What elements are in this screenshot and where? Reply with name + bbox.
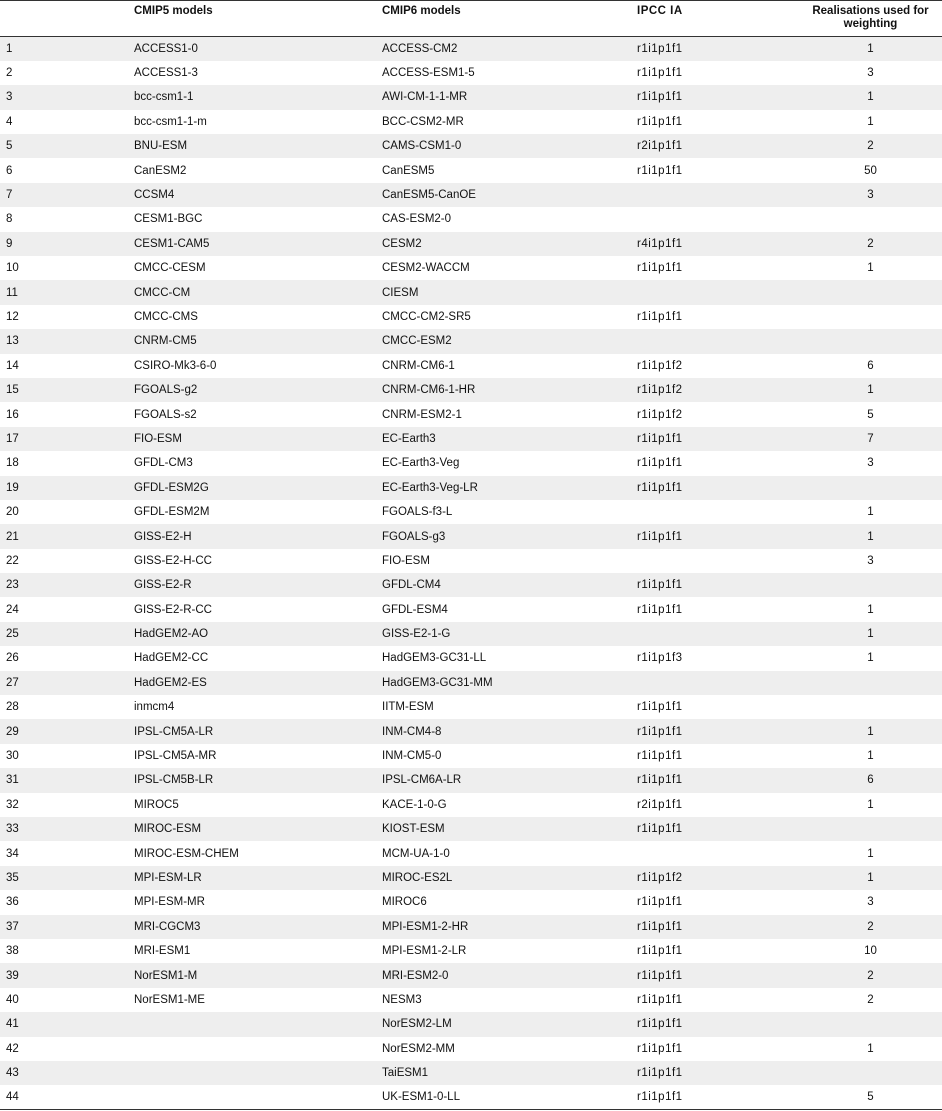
row-number: 18 bbox=[6, 457, 19, 470]
realisations-cell: 5 bbox=[799, 1085, 942, 1109]
realisations-cell: 3 bbox=[867, 189, 874, 202]
cmip6-model-cell: CMCC-ESM2 bbox=[382, 335, 452, 348]
ipcc-variant-cell bbox=[637, 500, 799, 524]
ipcc-variant-cell: r1i1p1f1 bbox=[637, 945, 683, 958]
cmip6-model-cell: MPI-ESM1-2-HR bbox=[382, 920, 469, 933]
realisations-cell bbox=[799, 573, 942, 597]
header-cmip6: CMIP6 models bbox=[382, 1, 637, 37]
table-row bbox=[0, 939, 942, 963]
cmip6-model-cell: AWI-CM-1-1-MR bbox=[382, 91, 468, 104]
realisations-cell: 1 bbox=[867, 603, 874, 616]
cmip6-model-cell: KACE-1-0-G bbox=[382, 798, 447, 811]
header-ipcc: IPCC IA bbox=[637, 1, 799, 37]
row-number: 32 bbox=[6, 798, 19, 811]
realisations-cell: 1 bbox=[867, 530, 874, 543]
realisations-cell: 2 bbox=[867, 969, 874, 982]
ipcc-variant-cell: r1i1p1f1 bbox=[637, 164, 683, 177]
ipcc-variant-cell bbox=[637, 183, 799, 207]
cmip5-model-cell: MPI-ESM-MR bbox=[134, 896, 205, 909]
realisations-cell: 1 bbox=[867, 91, 874, 104]
realisations-cell: 1 bbox=[867, 847, 874, 860]
row-number: 25 bbox=[6, 628, 19, 641]
realisations-cell: 6 bbox=[867, 774, 874, 787]
ipcc-variant-cell: r1i1p1f1 bbox=[637, 115, 683, 128]
ipcc-variant-cell: r1i1p1f1 bbox=[637, 750, 683, 763]
realisations-cell: 1 bbox=[867, 628, 874, 641]
ipcc-variant-cell: r1i1p1f1 bbox=[637, 1085, 799, 1109]
cmip5-model-cell: MRI-CGCM3 bbox=[134, 920, 201, 933]
row-number: 26 bbox=[6, 652, 19, 665]
cmip5-model-cell: IPSL-CM5A-LR bbox=[134, 725, 214, 738]
cmip5-model-cell: FGOALS-g2 bbox=[134, 384, 198, 397]
row-number: 37 bbox=[6, 920, 19, 933]
cmip5-model-cell: MIROC5 bbox=[134, 798, 179, 811]
header-row bbox=[0, 1, 942, 37]
row-number: 16 bbox=[6, 408, 19, 421]
cmip6-model-cell: UK-ESM1-0-LL bbox=[382, 1085, 637, 1109]
ipcc-variant-cell: r1i1p1f1 bbox=[637, 896, 683, 909]
table-row bbox=[0, 1012, 942, 1036]
ipcc-variant-cell bbox=[637, 207, 799, 231]
realisations-cell: 7 bbox=[867, 432, 874, 445]
ipcc-variant-cell: r1i1p1f1 bbox=[637, 67, 683, 80]
row-number: 34 bbox=[6, 847, 19, 860]
realisations-cell: 5 bbox=[867, 408, 874, 421]
table-row bbox=[0, 719, 942, 743]
cmip5-model-cell: bcc-csm1-1 bbox=[134, 91, 194, 104]
ipcc-variant-cell: r1i1p1f3 bbox=[637, 652, 683, 665]
cmip6-model-cell: FGOALS-g3 bbox=[382, 530, 446, 543]
cmip6-model-cell: MIROC6 bbox=[382, 896, 427, 909]
cmip6-model-cell: CanESM5 bbox=[382, 164, 435, 177]
cmip5-model-cell: MRI-ESM1 bbox=[134, 945, 191, 958]
ipcc-variant-cell: r1i1p1f1 bbox=[637, 481, 683, 494]
row-number: 22 bbox=[6, 554, 19, 567]
row-number: 41 bbox=[6, 1018, 19, 1031]
cmip6-model-cell: GFDL-CM4 bbox=[382, 579, 441, 592]
table-row bbox=[0, 866, 942, 890]
cmip6-model-cell: NESM3 bbox=[382, 993, 422, 1006]
ipcc-variant-cell: r1i1p1f1 bbox=[637, 262, 683, 275]
cmip6-model-cell: CNRM-ESM2-1 bbox=[382, 408, 462, 421]
table-row bbox=[0, 597, 942, 621]
cmip6-model-cell: CAS-ESM2-0 bbox=[382, 213, 452, 226]
realisations-cell: 1 bbox=[867, 871, 874, 884]
row-number: 31 bbox=[6, 774, 19, 787]
row-number: 20 bbox=[6, 506, 19, 519]
cmip6-model-cell: GFDL-ESM4 bbox=[382, 603, 448, 616]
cmip6-model-cell: BCC-CSM2-MR bbox=[382, 115, 464, 128]
table-body bbox=[0, 37, 942, 1110]
table-row bbox=[0, 573, 942, 597]
table-row bbox=[0, 671, 942, 695]
realisations-cell: 1 bbox=[867, 798, 874, 811]
ipcc-variant-cell: r4i1p1f1 bbox=[637, 237, 683, 250]
cmip6-model-cell: MPI-ESM1-2-LR bbox=[382, 945, 467, 958]
realisations-cell: 1 bbox=[867, 750, 874, 763]
cmip6-model-cell: ACCESS-ESM1-5 bbox=[382, 67, 475, 80]
header-index bbox=[0, 1, 134, 37]
ipcc-variant-cell: r1i1p1f2 bbox=[637, 871, 683, 884]
cmip5-model-cell: HadGEM2-CC bbox=[134, 652, 209, 665]
cmip5-model-cell: HadGEM2-AO bbox=[134, 628, 209, 641]
row-number: 14 bbox=[6, 359, 19, 372]
row-number: 10 bbox=[6, 262, 19, 275]
realisations-cell bbox=[799, 671, 942, 695]
table-row bbox=[0, 817, 942, 841]
cmip5-model-cell: CCSM4 bbox=[134, 189, 175, 202]
cmip6-model-cell: HadGEM3-GC31-LL bbox=[382, 652, 487, 665]
table-row bbox=[0, 378, 942, 402]
row-number: 40 bbox=[6, 993, 19, 1006]
ipcc-variant-cell: r1i1p1f1 bbox=[637, 1067, 683, 1080]
ipcc-variant-cell: r1i1p1f1 bbox=[637, 969, 683, 982]
table-row bbox=[0, 622, 942, 646]
realisations-cell bbox=[799, 1012, 942, 1036]
row-number: 3 bbox=[6, 91, 13, 104]
ipcc-variant-cell: r1i1p1f1 bbox=[637, 603, 683, 616]
table-row bbox=[0, 85, 942, 109]
row-number: 30 bbox=[6, 750, 19, 763]
realisations-cell bbox=[799, 817, 942, 841]
row-number: 2 bbox=[6, 67, 13, 80]
row-number: 23 bbox=[6, 579, 19, 592]
row-number: 21 bbox=[6, 530, 19, 543]
ipcc-variant-cell: r1i1p1f1 bbox=[637, 457, 683, 470]
ipcc-variant-cell: r1i1p1f1 bbox=[637, 993, 683, 1006]
cmip6-model-cell: IPSL-CM6A-LR bbox=[382, 774, 462, 787]
ipcc-variant-cell: r1i1p1f2 bbox=[637, 408, 683, 421]
row-number: 8 bbox=[6, 213, 13, 226]
cmip6-model-cell: INM-CM4-8 bbox=[382, 725, 442, 738]
table-row bbox=[0, 1037, 942, 1061]
row-number: 15 bbox=[6, 384, 19, 397]
table-row bbox=[0, 256, 942, 280]
ipcc-variant-cell: r1i1p1f1 bbox=[637, 91, 683, 104]
ipcc-variant-cell: r1i1p1f1 bbox=[637, 432, 683, 445]
cmip5-model-cell: CMCC-CMS bbox=[134, 310, 198, 323]
table-row bbox=[0, 500, 942, 524]
cmip5-model-cell: GISS-E2-H bbox=[134, 530, 192, 543]
cmip6-model-cell: FIO-ESM bbox=[382, 554, 430, 567]
table-row bbox=[0, 963, 942, 987]
realisations-cell: 3 bbox=[867, 67, 874, 80]
cmip6-model-cell: NorESM2-LM bbox=[382, 1018, 452, 1031]
ipcc-variant-cell: r2i1p1f1 bbox=[637, 140, 683, 153]
ipcc-variant-cell: r1i1p1f1 bbox=[637, 725, 683, 738]
table-row bbox=[0, 354, 942, 378]
row-number: 19 bbox=[6, 481, 19, 494]
ipcc-variant-cell bbox=[637, 671, 799, 695]
row-number: 7 bbox=[6, 189, 13, 202]
row-number: 9 bbox=[6, 237, 13, 250]
cmip5-model-cell: FGOALS-s2 bbox=[134, 408, 197, 421]
cmip6-model-cell: KIOST-ESM bbox=[382, 823, 445, 836]
cmip6-model-cell: MCM-UA-1-0 bbox=[382, 847, 450, 860]
ipcc-variant-cell bbox=[637, 329, 799, 353]
row-number: 38 bbox=[6, 945, 19, 958]
table-row bbox=[0, 61, 942, 85]
table-header bbox=[0, 1, 942, 37]
cmip5-model-cell: ACCESS1-0 bbox=[134, 42, 198, 55]
cmip6-model-cell: CNRM-CM6-1 bbox=[382, 359, 455, 372]
cmip6-model-cell: NorESM2-MM bbox=[382, 1042, 455, 1055]
cmip6-model-cell: EC-Earth3-Veg bbox=[382, 457, 460, 470]
row-number: 39 bbox=[6, 969, 19, 982]
cmip6-model-cell: CanESM5-CanOE bbox=[382, 189, 476, 202]
table-row bbox=[0, 329, 942, 353]
ipcc-variant-cell: r1i1p1f1 bbox=[637, 920, 683, 933]
row-number: 1 bbox=[6, 42, 13, 55]
table-row bbox=[0, 768, 942, 792]
row-number: 43 bbox=[6, 1067, 19, 1080]
cmip5-model-cell bbox=[134, 1037, 382, 1061]
cmip6-model-cell: CMCC-CM2-SR5 bbox=[382, 310, 471, 323]
cmip6-model-cell: HadGEM3-GC31-MM bbox=[382, 676, 493, 689]
ipcc-variant-cell: r1i1p1f2 bbox=[637, 359, 683, 372]
cmip6-model-cell: CNRM-CM6-1-HR bbox=[382, 384, 476, 397]
table-row bbox=[0, 305, 942, 329]
cmip5-model-cell: GISS-E2-R-CC bbox=[134, 603, 212, 616]
realisations-cell: 6 bbox=[867, 359, 874, 372]
table-row bbox=[0, 549, 942, 573]
ipcc-variant-cell: r1i1p1f1 bbox=[637, 1018, 683, 1031]
ipcc-variant-cell bbox=[637, 622, 799, 646]
realisations-cell: 1 bbox=[867, 115, 874, 128]
cmip5-model-cell: NorESM1-ME bbox=[134, 993, 205, 1006]
row-number: 5 bbox=[6, 140, 13, 153]
cmip5-model-cell: BNU-ESM bbox=[134, 140, 188, 153]
row-number: 27 bbox=[6, 676, 19, 689]
cmip6-model-cell: CESM2 bbox=[382, 237, 422, 250]
cmip6-model-cell: CAMS-CSM1-0 bbox=[382, 140, 462, 153]
ipcc-variant-cell bbox=[637, 280, 799, 304]
cmip5-model-cell: CSIRO-Mk3-6-0 bbox=[134, 359, 217, 372]
cmip5-model-cell: IPSL-CM5A-MR bbox=[134, 750, 217, 763]
cmip5-model-cell: bcc-csm1-1-m bbox=[134, 115, 207, 128]
table-row bbox=[0, 280, 942, 304]
cmip5-model-cell: GFDL-ESM2M bbox=[134, 506, 210, 519]
row-number: 13 bbox=[6, 335, 19, 348]
realisations-cell: 1 bbox=[867, 1042, 874, 1055]
realisations-cell: 2 bbox=[867, 920, 874, 933]
realisations-cell: 3 bbox=[867, 457, 874, 470]
realisations-cell bbox=[799, 329, 942, 353]
cmip5-model-cell: ACCESS1-3 bbox=[134, 67, 198, 80]
cmip5-model-cell: GFDL-ESM2G bbox=[134, 481, 209, 494]
ipcc-variant-cell: r1i1p1f1 bbox=[637, 530, 683, 543]
cmip6-model-cell: ACCESS-CM2 bbox=[382, 42, 458, 55]
cmip6-model-cell: GISS-E2-1-G bbox=[382, 628, 451, 641]
realisations-cell: 2 bbox=[867, 237, 874, 250]
row-number: 11 bbox=[6, 286, 18, 299]
table-row bbox=[0, 793, 942, 817]
cmip5-model-cell: CMCC-CESM bbox=[134, 262, 206, 275]
header-cmip5: CMIP5 models bbox=[134, 1, 382, 37]
realisations-cell: 1 bbox=[867, 262, 874, 275]
cmip5-model-cell: CESM1-BGC bbox=[134, 213, 203, 226]
cmip5-model-cell: GISS-E2-H-CC bbox=[134, 554, 212, 567]
table-row bbox=[0, 402, 942, 426]
table-row bbox=[0, 232, 942, 256]
ipcc-variant-cell: r1i1p1f1 bbox=[637, 774, 683, 787]
row-number: 35 bbox=[6, 871, 19, 884]
cmip5-model-cell: CMCC-CM bbox=[134, 286, 191, 299]
table-row bbox=[0, 1085, 942, 1109]
realisations-cell: 1 bbox=[867, 725, 874, 738]
row-number: 6 bbox=[6, 164, 13, 177]
cmip5-model-cell: CESM1-CAM5 bbox=[134, 237, 210, 250]
cmip6-model-cell: CESM2-WACCM bbox=[382, 262, 470, 275]
cmip5-model-cell: GFDL-CM3 bbox=[134, 457, 193, 470]
table-row bbox=[0, 427, 942, 451]
realisations-cell: 3 bbox=[867, 554, 874, 567]
cmip6-model-cell: TaiESM1 bbox=[382, 1067, 429, 1080]
table-row bbox=[0, 451, 942, 475]
realisations-cell: 2 bbox=[867, 140, 874, 153]
ipcc-variant-cell bbox=[637, 841, 799, 865]
realisations-cell: 1 bbox=[867, 506, 874, 519]
cmip5-model-cell: FIO-ESM bbox=[134, 432, 182, 445]
cmip5-model-cell bbox=[134, 1085, 382, 1109]
cmip5-model-cell: CNRM-CM5 bbox=[134, 335, 197, 348]
table-row bbox=[0, 915, 942, 939]
realisations-cell: 10 bbox=[864, 945, 877, 958]
row-number: 42 bbox=[6, 1042, 19, 1055]
realisations-cell: 3 bbox=[867, 896, 874, 909]
cmip6-model-cell: MIROC-ES2L bbox=[382, 871, 453, 884]
table-row bbox=[0, 695, 942, 719]
cmip5-model-cell: MIROC-ESM bbox=[134, 823, 202, 836]
realisations-cell: 1 bbox=[867, 652, 874, 665]
row-number: 28 bbox=[6, 701, 19, 714]
cmip5-model-cell: MPI-ESM-LR bbox=[134, 871, 202, 884]
realisations-cell bbox=[799, 476, 942, 500]
cmip5-model-cell: IPSL-CM5B-LR bbox=[134, 774, 214, 787]
ipcc-variant-cell: r1i1p1f1 bbox=[637, 310, 683, 323]
cmip5-model-cell: inmcm4 bbox=[134, 701, 175, 714]
table-row bbox=[0, 207, 942, 231]
cmip6-model-cell: IITM-ESM bbox=[382, 701, 434, 714]
cmip6-model-cell: CIESM bbox=[382, 286, 419, 299]
realisations-cell bbox=[799, 695, 942, 719]
cmip5-model-cell: CanESM2 bbox=[134, 164, 187, 177]
table-row bbox=[0, 841, 942, 865]
cmip5-model-cell bbox=[134, 1012, 382, 1036]
cmip5-model-cell: MIROC-ESM-CHEM bbox=[134, 847, 239, 860]
cmip5-model-cell: GISS-E2-R bbox=[134, 579, 192, 592]
table-row bbox=[0, 646, 942, 670]
row-number: 17 bbox=[6, 432, 19, 445]
cmip5-model-cell bbox=[134, 1061, 382, 1085]
table-row bbox=[0, 158, 942, 182]
row-number: 24 bbox=[6, 603, 19, 616]
cmip5-model-cell: HadGEM2-ES bbox=[134, 676, 207, 689]
ipcc-variant-cell: r2i1p1f1 bbox=[637, 798, 683, 811]
row-number: 33 bbox=[6, 823, 19, 836]
table-row bbox=[0, 183, 942, 207]
realisations-cell bbox=[799, 207, 942, 231]
ipcc-variant-cell: r1i1p1f1 bbox=[637, 823, 683, 836]
row-number: 12 bbox=[6, 310, 19, 323]
cmip6-model-cell: MRI-ESM2-0 bbox=[382, 969, 449, 982]
ipcc-variant-cell: r1i1p1f2 bbox=[637, 384, 683, 397]
realisations-cell: 2 bbox=[867, 993, 874, 1006]
table-row bbox=[0, 1061, 942, 1085]
cmip6-model-cell: EC-Earth3 bbox=[382, 432, 436, 445]
ipcc-variant-cell bbox=[637, 549, 799, 573]
row-number: 36 bbox=[6, 896, 19, 909]
ipcc-variant-cell: r1i1p1f1 bbox=[637, 701, 683, 714]
row-number: 29 bbox=[6, 725, 19, 738]
header-realisations: Realisations used for weighting bbox=[799, 1, 942, 37]
table-row bbox=[0, 476, 942, 500]
ipcc-variant-cell: r1i1p1f1 bbox=[637, 1042, 683, 1055]
table-row bbox=[0, 134, 942, 158]
cmip6-model-cell: EC-Earth3-Veg-LR bbox=[382, 481, 478, 494]
ipcc-variant-cell: r1i1p1f1 bbox=[637, 579, 683, 592]
table-row bbox=[0, 37, 942, 61]
ipcc-variant-cell: r1i1p1f1 bbox=[637, 42, 683, 55]
realisations-cell: 1 bbox=[867, 42, 874, 55]
table-row bbox=[0, 890, 942, 914]
realisations-cell bbox=[799, 280, 942, 304]
realisations-cell bbox=[799, 1061, 942, 1085]
cmip6-model-cell: FGOALS-f3-L bbox=[382, 506, 453, 519]
row-number: 4 bbox=[6, 115, 13, 128]
cmip5-model-cell: NorESM1-M bbox=[134, 969, 198, 982]
row-number: 44 bbox=[0, 1085, 134, 1109]
realisations-cell bbox=[799, 305, 942, 329]
table-row bbox=[0, 524, 942, 548]
table-row bbox=[0, 110, 942, 134]
realisations-cell: 50 bbox=[864, 164, 877, 177]
table-row bbox=[0, 744, 942, 768]
table-row bbox=[0, 988, 942, 1012]
cmip6-model-cell: INM-CM5-0 bbox=[382, 750, 442, 763]
realisations-cell: 1 bbox=[867, 384, 874, 397]
